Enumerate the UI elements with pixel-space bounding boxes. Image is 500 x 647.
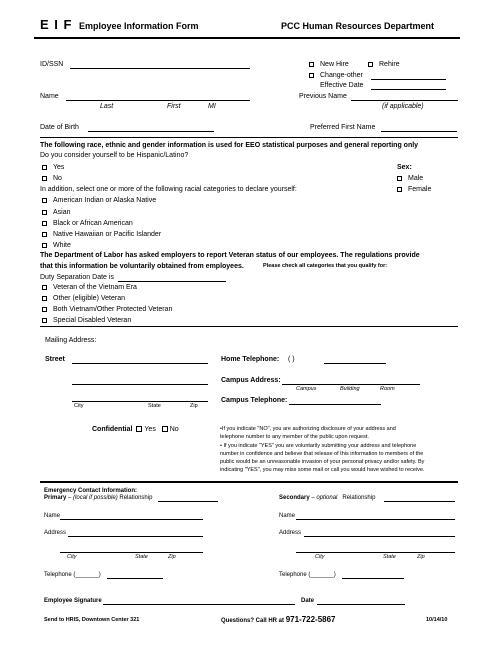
checkbox[interactable] [42,232,47,237]
veteran-option[interactable]: Special Disabled Veteran [42,317,131,324]
hispanic-yes[interactable]: Yes [42,164,64,171]
secondary-name-label: Name [279,513,296,519]
state-caption: State [383,554,396,560]
form-version: 10/14/10 [426,617,448,623]
campus-address-field[interactable] [282,384,420,385]
change-other-option[interactable]: Change-other [309,72,363,79]
home-telephone-label: Home Telephone: [221,356,280,363]
divider [40,481,458,483]
secondary-city-field[interactable] [296,552,455,553]
note-line: number in confidence and believe that release of this information to members of the [220,450,424,457]
rehire-option[interactable]: Rehire [368,61,400,68]
checkbox[interactable] [309,73,314,78]
hr-phone: 971-722-5867 [285,615,336,624]
preferred-first-field[interactable] [381,131,457,132]
primary-telephone-field[interactable] [107,578,163,579]
form-title: Employee Information Form [79,21,199,31]
checkbox[interactable] [42,243,47,248]
state-caption: State [135,554,148,560]
checkbox[interactable] [368,62,373,67]
race-option[interactable]: Native Hawaiian or Pacific Islander [42,231,161,238]
city-state-zip-field[interactable] [72,401,208,402]
male-option[interactable]: Male [397,175,423,182]
first-caption: First [167,103,181,110]
dob-label: Date of Birth [40,124,79,131]
veteran-heading-line2: that this information be voluntarily obtained from employees. [40,263,244,270]
city-caption: City [74,403,84,409]
preferred-first-label: Preferred First Name [310,124,376,131]
effective-date-label: Effective Date [320,82,364,89]
name-label: Name [40,93,59,100]
race-option[interactable]: Asian [42,209,71,216]
room-caption: Room [380,386,395,392]
secondary-address-field[interactable] [304,536,455,537]
hispanic-no[interactable]: No [42,175,62,182]
mailing-address-label: Mailing Address: [45,337,97,344]
zip-caption: Zip [190,403,198,409]
primary-name-field[interactable] [60,519,203,520]
state-caption: State [148,403,161,409]
primary-contact-label: Primary – (local if possible) Relationship [44,495,153,501]
city-caption: City [67,554,77,560]
secondary-telephone-label: Telephone (_______) [279,572,336,578]
previous-name-label: Previous Name [299,93,347,100]
idssn-label: ID/SSN [40,61,64,68]
race-option[interactable]: Black or African American [42,220,133,227]
secondary-address-label: Address [279,530,302,536]
checkbox[interactable] [42,165,47,170]
previous-name-field[interactable] [351,100,458,101]
eeo-heading: The following race, ethnic and gender information is used for EEO statistical purposes and general reporting only [40,142,419,149]
veteran-heading-line1: The Department of Labor has asked employers to report Veteran status of our employees. The regulations provide [40,252,420,259]
secondary-name-field[interactable] [296,519,455,520]
home-area-code[interactable]: ( ) [288,356,295,363]
hispanic-question: Do you consider yourself to be Hispanic/Latino? [40,152,189,159]
checkbox[interactable] [42,318,47,323]
zip-caption: Zip [417,554,425,560]
duty-separation-label: Duty Separation Date is [40,274,114,281]
date-field[interactable] [317,604,405,605]
sex-label: Sex: [397,164,412,171]
idssn-field[interactable] [70,68,250,69]
last-caption: Last [100,103,114,110]
new-hire-option[interactable]: New Hire [309,61,349,68]
home-telephone-field[interactable] [324,363,386,364]
change-other-field[interactable] [371,79,446,80]
checkbox[interactable] [42,210,47,215]
secondary-telephone-field[interactable] [342,578,404,579]
secondary-relationship-field[interactable] [384,501,455,502]
divider [40,326,458,327]
zip-caption: Zip [168,554,176,560]
street-field[interactable] [72,363,208,364]
emergency-contact-label: Emergency Contact Information: [44,488,138,494]
note-line: public would be an unreasonable invasion of your personal privacy and/or safety. By [220,459,425,466]
employee-signature-label: Employee Signature [44,598,102,604]
confidential-no-checkbox[interactable] [162,426,168,432]
confidential-notes [220,425,424,475]
primary-name-label: Name [44,513,61,519]
checkbox[interactable] [397,176,402,181]
checkbox[interactable] [397,187,402,192]
checkbox[interactable] [42,296,47,301]
department-title: PCC Human Resources Department [281,21,435,31]
note-line: • If you indicate "YES" you are voluntarily submitting your address and telephone [220,442,417,449]
veteran-option[interactable]: Other (eligible) Veteran [42,295,125,302]
campus-telephone-field[interactable] [289,404,381,405]
signature-field[interactable] [103,604,295,605]
primary-address-field[interactable] [68,536,203,537]
send-to-text: Send to HRIS, Downtown Center 321 [44,617,140,623]
checkbox[interactable] [42,198,47,203]
note-line: indicating "YES", you may miss some mail or call you would have wished to receive. [220,467,425,474]
divider [40,137,458,138]
secondary-contact-label: Secondary – optional Relationship [279,495,376,501]
race-option[interactable]: White [42,242,71,249]
confidential-yes-checkbox[interactable] [136,426,142,432]
race-option[interactable]: American Indian or Alaska Native [42,197,156,204]
veteran-note: Please check all categories that you qualify for: [263,263,388,269]
campus-address-label: Campus Address: [221,377,281,384]
checkbox[interactable] [42,285,47,290]
header-divider [34,37,460,39]
name-field[interactable] [66,100,250,101]
checkbox[interactable] [309,62,314,67]
campus-caption: Campus [296,386,317,392]
note-line: •If you indicate "NO", you are authorizing disclosure of your address and [220,426,396,432]
primary-address-label: Address [44,530,67,536]
primary-city-field[interactable] [60,552,203,553]
form-code: E I F [40,17,73,32]
date-label: Date [301,598,315,604]
campus-telephone-label: Campus Telephone: [221,397,288,404]
note-line: telephone number to any member of the public upon request. [220,434,369,441]
checkbox[interactable] [42,221,47,226]
primary-relationship-field[interactable] [158,501,218,502]
city-caption: City [315,554,325,560]
checkbox[interactable] [42,307,47,312]
duty-separation-field[interactable] [118,281,226,282]
confidential-label: Confidential Yes No [92,426,179,433]
if-applicable-caption: (if applicable) [382,103,424,110]
effective-date-field[interactable] [371,89,446,90]
mi-caption: MI [208,103,216,110]
checkbox[interactable] [42,176,47,181]
street-label: Street [45,356,65,363]
dob-field[interactable] [88,131,214,132]
veteran-option[interactable]: Both Vietnam/Other Protected Veteran [42,306,172,313]
veteran-option[interactable]: Veteran of the Vietnam Era [42,284,137,291]
address-line-2-field[interactable] [72,384,208,385]
race-question: In addition, select one or more of the following racial categories to declare yourself: [40,186,297,193]
questions-text: Questions? Call HR at 971-722-5867 [221,615,336,624]
female-option[interactable]: Female [397,186,431,193]
primary-telephone-label: Telephone (_______) [44,572,101,578]
building-caption: Building [340,386,360,392]
